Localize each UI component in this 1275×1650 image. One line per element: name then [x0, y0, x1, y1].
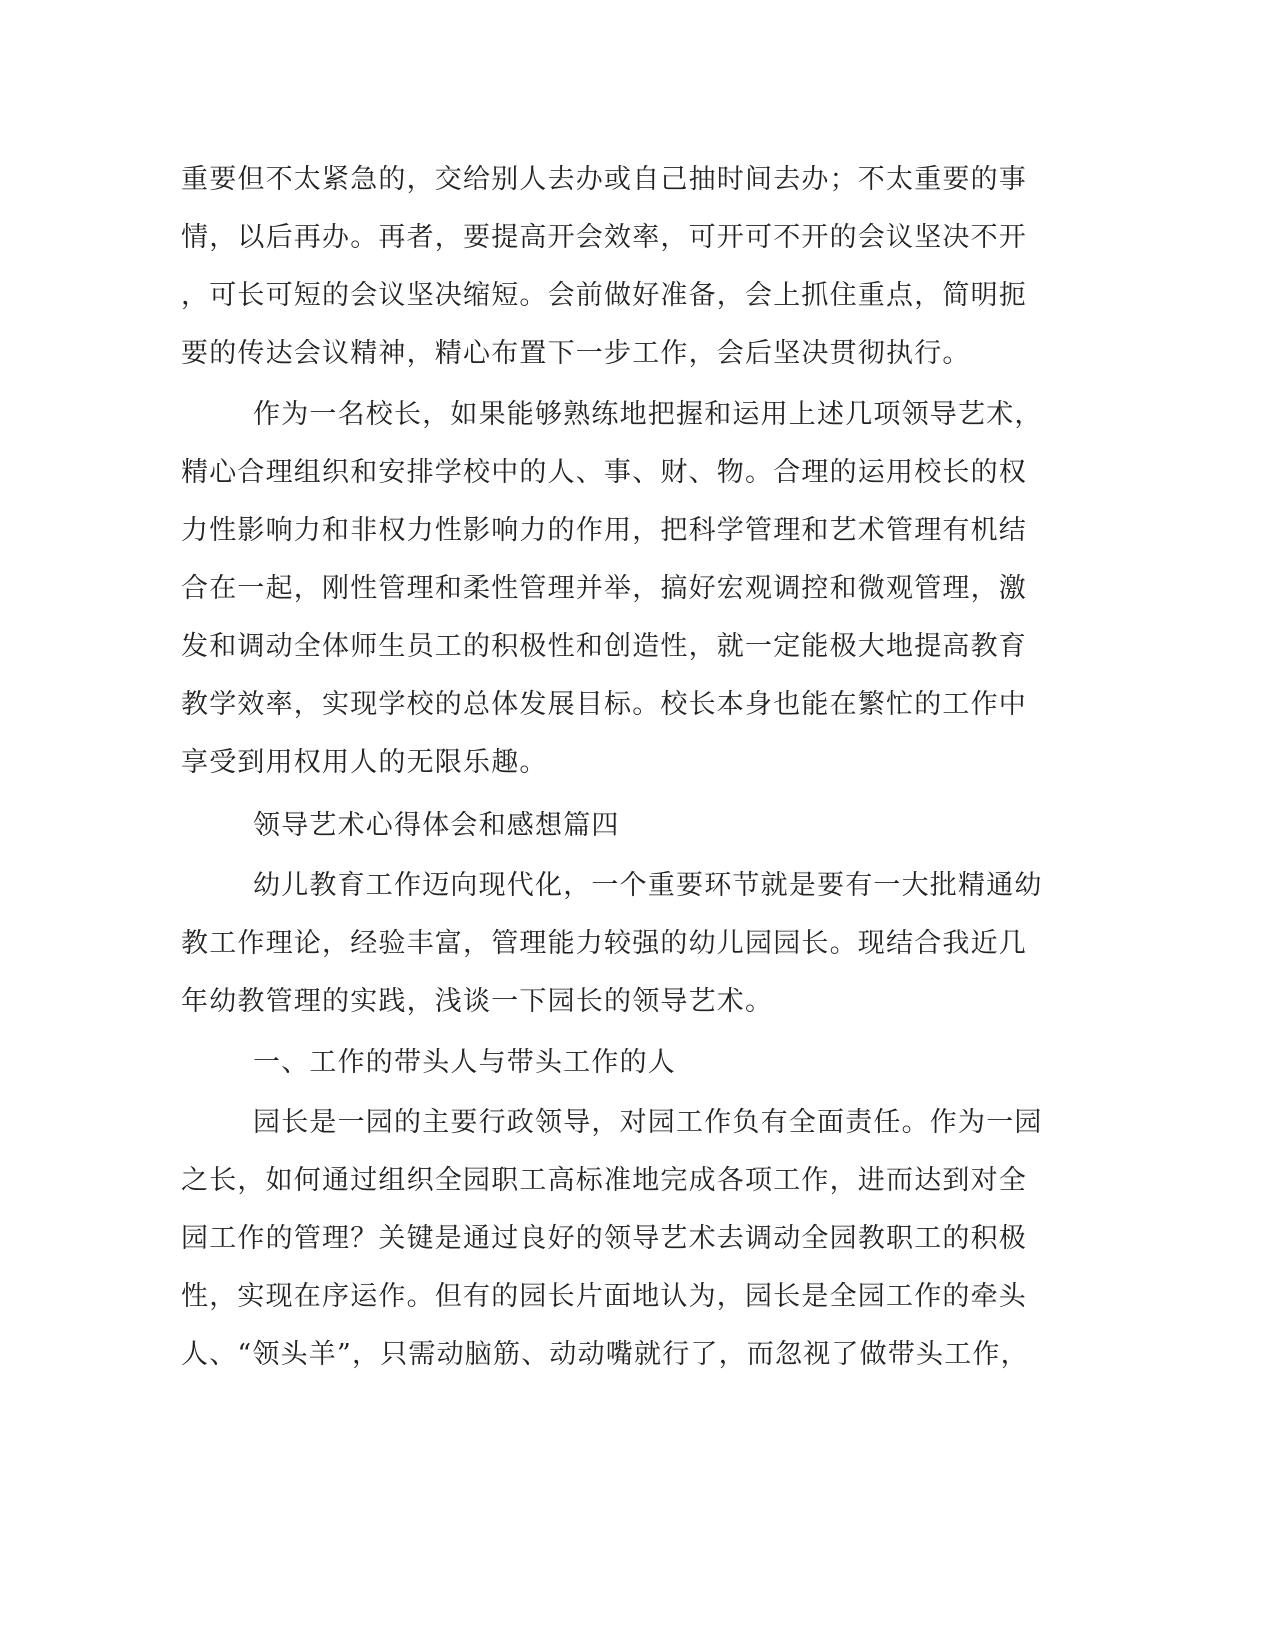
- text-line: 之长，如何通过组织全园职工高标准地完成各项工作，进而达到对全: [181, 1165, 1027, 1196]
- text-line: 情，以后再办。再者，要提高开会效率，可开可不开的会议坚决不开: [181, 222, 1027, 253]
- text-line: 园工作的管理？关键是通过良好的领导艺术去调动全园教职工的积极: [181, 1223, 1027, 1254]
- text-line: 性，实现在序运作。但有的园长片面地认为，园长是全园工作的牵头: [181, 1281, 1027, 1312]
- text-line: 年幼教管理的实践，浅谈一下园长的领导艺术。: [181, 986, 774, 1017]
- text-line: 发和调动全体师生员工的积极性和创造性，就一定能极大地提高教育: [181, 631, 1027, 662]
- paragraph-first-line: 作为一名校长，如果能够熟练地把握和运用上述几项领导艺术，: [253, 399, 1043, 430]
- text-line: 重要但不太紧急的，交给别人去办或自己抽时间去办；不太重要的事: [181, 164, 1027, 195]
- text-line: 教工作理论，经验丰富，管理能力较强的幼儿园园长。现结合我近几: [181, 928, 1027, 959]
- subsection-heading: 一、工作的带头人与带头工作的人: [253, 1047, 676, 1078]
- text-line: 合在一起，刚性管理和柔性管理并举，搞好宏观调控和微观管理，激: [181, 573, 1027, 604]
- text-line: 力性影响力和非权力性影响力的作用，把科学管理和艺术管理有机结: [181, 515, 1027, 546]
- text-line: ，可长可短的会议坚决缩短。会前做好准备，会上抓住重点，简明扼: [181, 280, 1027, 311]
- paragraph-first-line: 幼儿教育工作迈向现代化，一个重要环节就是要有一大批精通幼: [253, 870, 1043, 901]
- text-line: 享受到用权用人的无限乐趣。: [181, 747, 548, 778]
- text-line: 教学效率，实现学校的总体发展目标。校长本身也能在繁忙的工作中: [181, 689, 1027, 720]
- paragraph-first-line: 园长是一园的主要行政领导，对园工作负有全面责任。作为一园: [253, 1107, 1043, 1138]
- text-line: 精心合理组织和安排学校中的人、事、财、物。合理的运用校长的权: [181, 457, 1027, 488]
- section-heading: 领导艺术心得体会和感想篇四: [253, 810, 620, 841]
- text-line: 要的传达会议精神，精心布置下一步工作，会后坚决贯彻执行。: [181, 338, 971, 369]
- text-line: 人、“领头羊”，只需动脑筋、动动嘴就行了，而忽视了做带头工作，: [181, 1339, 1029, 1370]
